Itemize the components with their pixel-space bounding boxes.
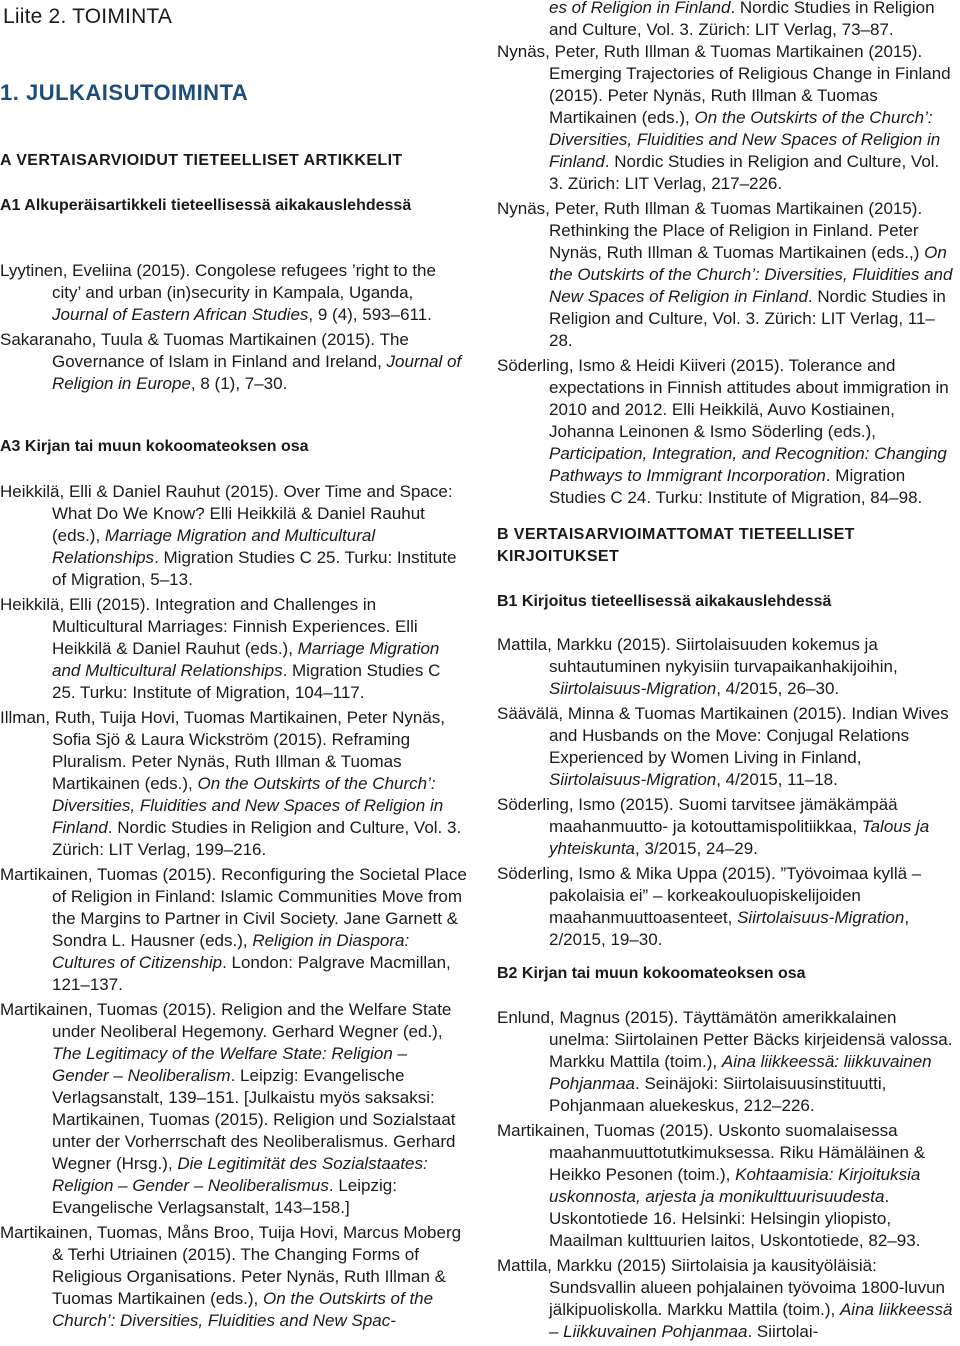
citation-entry: Illman, Ruth, Tuija Hovi, Tuomas Martikainen, Peter Nynäs, Sofia Sjö & Laura Wickström (2015). Reframing Pluralism. Peter Nynäs, Ruth Illman & Tuomas Martikainen (eds.), On the Outskirts of the Church’: Diversities, Fluidities and New Spaces of Religion in Finland. Nordic Studies in Religion and Culture, Vol. 3. Zürich: LIT Verlag, 199–216.: [0, 708, 462, 859]
page-title: Liite 2. TOIMINTA: [3, 5, 173, 28]
a3-entries-continued: [497, 41, 957, 512]
b2-entries: [497, 1007, 957, 1346]
subheading-a3: A3 Kirjan tai muun kokoomateoksen osa: [0, 438, 309, 455]
citation-entry: Mattila, Markku (2015). Siirtolaisuuden kokemus ja suhtautuminen nykyisiin turvapaikanhakijoihin, Siirtolaisuus-Migration, 4/2015, 26–30.: [497, 635, 898, 698]
a3-entries: [0, 481, 468, 1335]
section-heading-publications: 1. JULKAISUTOIMINTA: [0, 80, 249, 105]
citation-entry: Heikkilä, Elli & Daniel Rauhut (2015). Over Time and Space: What Do We Know? Elli Heikkilä & Daniel Rauhut (eds.), Marriage Migration and Multicultural Relationships. Migration Studies C 25. Turku: Institute of Migration, 5–13.: [0, 482, 457, 589]
b1-entries: [497, 634, 957, 954]
subheading-b2: B2 Kirjan tai muun kokoomateoksen osa: [497, 965, 806, 982]
subheading-a1: A1 Alkuperäisartikkeli tieteellisessä aikakauslehdessä: [0, 197, 412, 214]
citation-entry: Martikainen, Tuomas (2015). Religion and the Welfare State under Neoliberal Hegemony. Gerhard Wegner (ed.), The Legitimacy of the Welfare State: Religion – Gender – Neoliberalism. Leipzig: Evangelische Verlagsanstalt, 139–151. [Julkaistu myös saksaksi: Martikainen, Tuomas (2015). Religion und Sozialstaat unter der Vorherrschaft des Neoliberalismus. Gerhard Wegner (Hrsg.), Die Legitimität des Sozialstaates: Religion – Gender – Neoliberalismus. Leipzig: Evangelische Verlagsanstalt, 143–158.]: [0, 1000, 456, 1217]
citation-entry: Söderling, Ismo (2015). Suomi tarvitsee jämäkämpää maahanmuutto- ja kotouttamispolitiikkaa, Talous ja yhteiskunta, 3/2015, 24–29.: [497, 795, 930, 858]
citation-entry: Lyytinen, Eveliina (2015). Congolese refugees ’right to the city’ and urban (in)security in Kampala, Uganda, Journal of Eastern African Studies, 9 (4), 593–611.: [0, 261, 436, 324]
citation-entry: Söderling, Ismo & Heidi Kiiveri (2015). Tolerance and expectations in Finnish attitudes about immigration in 2010 and 2012. Elli Heikkilä, Auvo Kostiainen, Johanna Leinonen & Ismo Söderling (eds.), Participation, Integration, and Recognition: Changing Pathways to Immigrant Incorporation. Migration Studies C 24. Turku: Institute of Migration, 84–98.: [497, 356, 949, 507]
citation-entry: Mattila, Markku (2015) Siirtolaisia ja kausityöläisiä: Sundsvallin alueen pohjalainen työvoima 1800-luvun jälkipuoliskolla. Markku Mattila (toim.), Aina liikkeessä – Liikkuvainen Pohjanmaa. Siirtolai-: [497, 1256, 953, 1341]
section-heading-b: B VERTAISARVIOIMATTOMAT TIETEELLISET KIRJOITUKSET: [497, 526, 855, 565]
citation-entry: Enlund, Magnus (2015). Täyttämätön amerikkalainen unelma: Siirtolainen Petter Bäcks kirjeidensä valossa. Markku Mattila (toim.), Aina liikkeessä: liikkuvainen Pohjanmaa. Seinäjoki: Siirtolaisuusinstituutti, Pohjanmaan aluekeskus, 212–226.: [497, 1008, 953, 1115]
a1-entries: [0, 260, 468, 398]
citation-entry: Säävälä, Minna & Tuomas Martikainen (2015). Indian Wives and Husbands on the Move: Conjugal Relations Experienced by Women Living in Finland, Siirtolaisuus-Migration, 4/2015, 11–18.: [497, 704, 949, 789]
citation-entry: Martikainen, Tuomas (2015). Reconfiguring the Societal Place of Religion in Finland: Islamic Communities Move from the Margins to Partner in Civil Society. Jane Garnett & Sondra L. Hausner (eds.), Religion in Diaspora: Cultures of Citizenship. London: Palgrave Macmillan, 121–137.: [0, 865, 467, 994]
subheading-b1: B1 Kirjoitus tieteellisessä aikakauslehdessä: [497, 593, 832, 610]
citation-entry: Heikkilä, Elli (2015). Integration and Challenges in Multicultural Marriages: Finnish Experiences. Elli Heikkilä & Daniel Rauhut (eds.), Marriage Migration and Multicultural Relationships. Migration Studies C 25. Turku: Institute of Migration, 104–117.: [0, 595, 441, 702]
citation-continued: es of Religion in Finland. Nordic Studies in Religion and Culture, Vol. 3. Zürich: LIT Verlag, 73–87.: [549, 0, 935, 39]
citation-entry: Nynäs, Peter, Ruth Illman & Tuomas Martikainen (2015). Rethinking the Place of Religion in Finland. Peter Nynäs, Ruth Illman & Tuomas Martikainen (eds.,) On the Outskirts of the Church’: Diversities, Fluidities and New Spaces of Religion in Finland. Nordic Studies in Religion and Culture, Vol. 3. Zürich: LIT Verlag, 11–28.: [497, 199, 953, 350]
citation-entry: Söderling, Ismo & Mika Uppa (2015). ”Työvoimaa kyllä – pakolaisia ei” – korkeakouluopiskelijoiden maahanmuuttoasenteet, Siirtolaisuus-Migration, 2/2015, 19–30.: [497, 864, 922, 949]
citation-entry: Nynäs, Peter, Ruth Illman & Tuomas Martikainen (2015). Emerging Trajectories of Religious Change in Finland (2015). Peter Nynäs, Ruth Illman & Tuomas Martikainen (eds.), On the Outskirts of the Church’: Diversities, Fluidities and New Spaces of Religion in Finland. Nordic Studies in Religion and Culture, Vol. 3. Zürich: LIT Verlag, 217–226.: [497, 42, 951, 193]
citation-entry: Martikainen, Tuomas (2015). Uskonto suomalaisessa maahanmuuttotutkimuksessa. Riku Hämäläinen & Heikko Pesonen (toim.), Kohtaamisia: Kirjoituksia uskonnosta, arjesta ja monikulttuurisuudesta. Uskontotiede 16. Helsinki: Helsingin yliopisto, Maailman kulttuurien laitos, Uskontotiede, 82–93.: [497, 1121, 926, 1250]
section-heading-a: A VERTAISARVIOIDUT TIETEELLISET ARTIKKELIT: [0, 152, 403, 169]
continued-entry: [497, 0, 957, 44]
citation-entry: Martikainen, Tuomas, Måns Broo, Tuija Hovi, Marcus Moberg & Terhi Utriainen (2015). The Changing Forms of Religious Organisations. Peter Nynäs, Ruth Illman & Tuomas Martikainen (eds.), On the Outskirts of the Church’: Diversities, Fluidities and New Spac-: [0, 1223, 462, 1330]
citation-entry: Sakaranaho, Tuula & Tuomas Martikainen (2015). The Governance of Islam in Finland and Ireland, Journal of Religion in Europe, 8 (1), 7–30.: [0, 330, 462, 393]
